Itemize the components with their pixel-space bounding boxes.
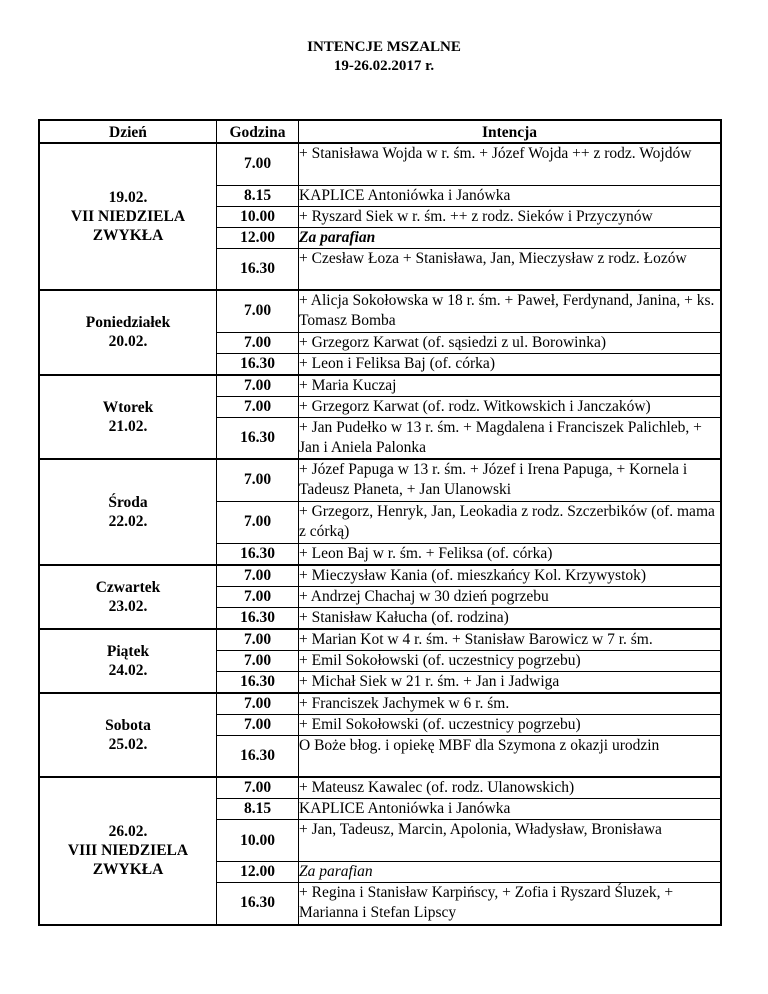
- mass-hour: 16.30: [217, 543, 299, 565]
- mass-intention: O Boże błog. i opiekę MBF dla Szymona z okazji urodzin: [299, 735, 722, 777]
- mass-intention: + Andrzej Chachaj w 30 dzień pogrzebu: [299, 586, 722, 607]
- mass-intention: Za parafian: [299, 227, 722, 248]
- mass-hour: 16.30: [217, 248, 299, 290]
- mass-intention: + Emil Sokołowski (of. uczestnicy pogrzebu): [299, 714, 722, 735]
- mass-intention: + Michał Siek w 21 r. śm. + Jan i Jadwiga: [299, 671, 722, 693]
- mass-hour: 16.30: [217, 417, 299, 459]
- mass-hour: 10.00: [217, 820, 299, 862]
- day-cell: [39, 565, 217, 629]
- mass-hour: 7.00: [217, 143, 299, 185]
- day-label-line: 21.02.: [108, 417, 148, 435]
- mass-intention: Za parafian: [299, 862, 722, 883]
- mass-intention: + Jan, Tadeusz, Marcin, Apolonia, Władysław, Bronisława: [299, 820, 722, 862]
- mass-hour: 8.15: [217, 185, 299, 206]
- mass-intention: + Leon Baj w r. śm. + Feliksa (of. córka): [299, 543, 722, 565]
- day-label-line: 19.02.: [108, 189, 148, 206]
- mass-hour: 7.00: [217, 396, 299, 417]
- mass-hour: 7.00: [217, 777, 299, 799]
- mass-intention: + Alicja Sokołowska w 18 r. śm. + Paweł, Ferdynand, Janina, + ks. Tomasz Bomba: [299, 290, 722, 332]
- day-label-line: 25.02.: [108, 735, 148, 753]
- column-header-day: Dzień: [39, 120, 217, 143]
- mass-intention: + Czesław Łoza + Stanisława, Jan, Mieczysław z rodz. Łozów: [299, 248, 722, 290]
- mass-intention: + Stanisław Kałucha (of. rodzina): [299, 607, 722, 629]
- mass-hour: 12.00: [217, 862, 299, 883]
- day-cell: [39, 290, 217, 375]
- day-label-line: Piątek: [106, 642, 150, 660]
- day-label-line: ZWYKŁA: [92, 227, 164, 244]
- table-row: [39, 777, 721, 799]
- table-body: [39, 143, 721, 925]
- mass-intention: + Franciszek Jachymek w 6 r. śm.: [299, 693, 722, 715]
- day-label-line: Wtorek: [102, 398, 154, 416]
- intentions-table: [38, 119, 722, 926]
- mass-hour: 16.30: [217, 735, 299, 777]
- mass-hour: 7.00: [217, 650, 299, 671]
- table-header-row: [39, 120, 721, 143]
- day-label-line: ZWYKŁA: [92, 861, 164, 879]
- day-label-line: VII NIEDZIELA: [70, 208, 186, 225]
- table-row: [39, 693, 721, 715]
- mass-intention: + Grzegorz Karwat (of. rodz. Witkowskich i Janczaków): [299, 396, 722, 417]
- mass-hour: 12.00: [217, 227, 299, 248]
- table-row: [39, 290, 721, 332]
- mass-hour: 7.00: [217, 375, 299, 397]
- table-row: [39, 459, 721, 501]
- mass-hour: 7.00: [217, 290, 299, 332]
- day-label-line: 23.02.: [108, 597, 148, 615]
- day-label-line: 20.02.: [108, 333, 148, 351]
- day-label-line: 22.02.: [108, 512, 148, 530]
- mass-intention: KAPLICE Antoniówka i Janówka: [299, 185, 722, 206]
- table-row: [39, 629, 721, 651]
- mass-hour: 7.00: [217, 501, 299, 543]
- mass-hour: 8.15: [217, 799, 299, 820]
- mass-intention: + Józef Papuga w 13 r. śm. + Józef i Irena Papuga, + Kornela i Tadeusz Płaneta, + Jan Ulanowski: [299, 459, 722, 501]
- day-cell: [39, 375, 217, 460]
- mass-hour: 7.00: [217, 332, 299, 353]
- mass-intention: + Grzegorz, Henryk, Jan, Leokadia z rodz. Szczerbików (of. mama z córką): [299, 501, 722, 543]
- mass-hour: 16.30: [217, 353, 299, 375]
- mass-hour: 10.00: [217, 206, 299, 227]
- mass-intention: + Maria Kuczaj: [299, 375, 722, 397]
- day-label-line: 26.02.: [108, 823, 148, 841]
- day-cell: [39, 143, 217, 290]
- mass-intention: + Jan Pudełko w 13 r. śm. + Magdalena i Franciszek Palichleb, + Jan i Aniela Palonka: [299, 417, 722, 459]
- mass-intention: + Mateusz Kawalec (of. rodz. Ulanowskich): [299, 777, 722, 799]
- mass-intention: + Emil Sokołowski (of. uczestnicy pogrzebu): [299, 650, 722, 671]
- mass-hour: 7.00: [217, 629, 299, 651]
- mass-intention: + Leon i Feliksa Baj (of. córka): [299, 353, 722, 375]
- mass-intention: + Regina i Stanisław Karpińscy, + Zofia i Ryszard Śluzek, + Marianna i Stefan Lipscy: [299, 883, 722, 925]
- title-block: [0, 38, 768, 76]
- column-header-hour: Godzina: [217, 120, 299, 143]
- mass-hour: 7.00: [217, 693, 299, 715]
- document-title: INTENCJE MSZALNE: [307, 39, 461, 55]
- mass-hour: 7.00: [217, 459, 299, 501]
- mass-intention: + Stanisława Wojda w r. śm. + Józef Wojda ++ z rodz. Wojdów: [299, 143, 722, 185]
- mass-hour: 7.00: [217, 565, 299, 587]
- table-row: [39, 375, 721, 397]
- day-cell: [39, 693, 217, 778]
- mass-intention: KAPLICE Antoniówka i Janówka: [299, 799, 722, 820]
- day-label-line: Sobota: [105, 716, 151, 734]
- table-row: [39, 143, 721, 185]
- mass-intention: + Ryszard Siek w r. śm. ++ z rodz. Sieków i Przyczynów: [299, 206, 722, 227]
- day-label-line: Czwartek: [95, 578, 161, 596]
- column-header-intention: Intencja: [299, 120, 722, 143]
- mass-hour: 7.00: [217, 586, 299, 607]
- day-cell: [39, 459, 217, 565]
- mass-hour: 16.30: [217, 607, 299, 629]
- mass-intention: + Grzegorz Karwat (of. sąsiedzi z ul. Borowinka): [299, 332, 722, 353]
- mass-hour: 16.30: [217, 671, 299, 693]
- day-label-line: 24.02.: [108, 661, 148, 679]
- mass-hour: 7.00: [217, 714, 299, 735]
- mass-hour: 16.30: [217, 883, 299, 925]
- day-label-line: Poniedziałek: [85, 314, 171, 332]
- day-label-line: Środa: [108, 493, 148, 511]
- mass-intention: + Mieczysław Kania (of. mieszkańcy Kol. Krzywystok): [299, 565, 722, 587]
- mass-intention: + Marian Kot w 4 r. śm. + Stanisław Barowicz w 7 r. śm.: [299, 629, 722, 651]
- day-cell: [39, 777, 217, 925]
- date-range: 19-26.02.2017 r.: [333, 58, 435, 74]
- day-label-line: VIII NIEDZIELA: [67, 842, 189, 860]
- table-row: [39, 565, 721, 587]
- day-cell: [39, 629, 217, 693]
